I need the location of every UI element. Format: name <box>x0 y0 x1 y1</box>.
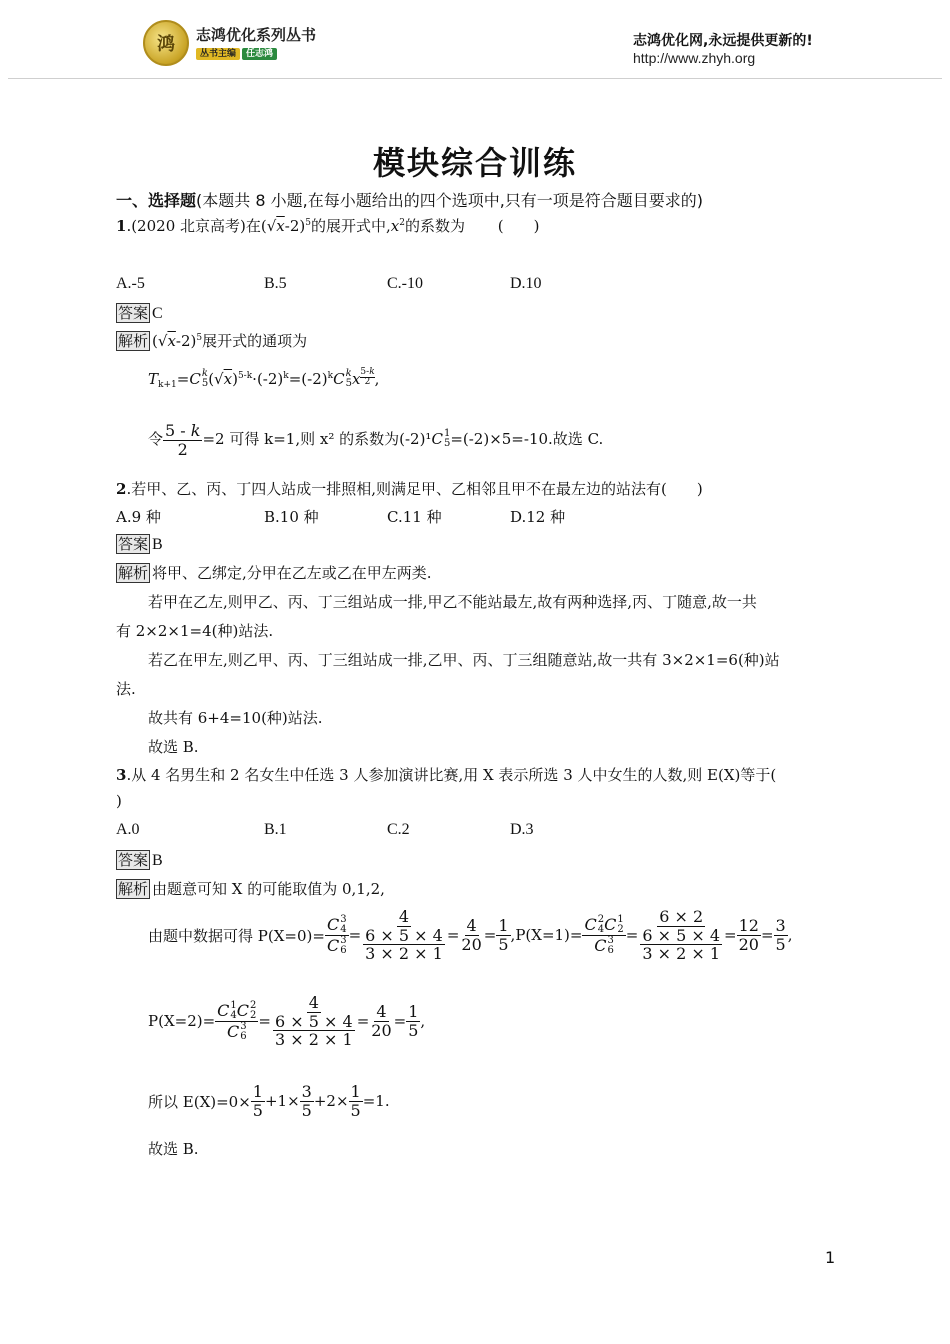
q1-general-term: $T_{k+1}=C$ k 5 $(√x)^{5-k}\cdot(-2)^k=(-2)^kC$ k 5 x $\frac{5-k}{2}$ , <box>148 367 380 390</box>
page-title: 模块综合训练 <box>372 144 577 182</box>
section-heading: 一、选择题(本题共 8 小题,在每小题给出的四个选项中,只有一项是符合题目要求的) <box>116 191 704 210</box>
editor-bar <box>196 48 277 60</box>
q3-p2-line: P(X=2)= C 1 4 C 2 2 C 3 6 = $\frac{4}{\frac{6 \times 5 \times 4}{3 \times 2 \times 1}}$ = $\frac{4}{20}$ = $\frac{1}{5}$ , <box>148 993 426 1050</box>
q2-option-a: A.9 种 <box>116 508 161 526</box>
q1-option-c: C.-10 <box>387 275 423 292</box>
series-name: 志鸿优化系列丛书 <box>196 26 317 44</box>
q2-option-b: B.10 种 <box>264 508 319 526</box>
question-3-stem-end: ) <box>116 792 122 810</box>
q1-solution-line: 令 $\frac{5 - k}{2}$ =2 可得 k=1,则 x² 的系数为(-2)¹C 1 5 =(-2)×5=-10.故选 C. <box>148 421 604 459</box>
q3-expectation-line: 所以 E(X)=0× $\frac{1}{5}$ +1× $\frac{3}{5}$ +2× $\frac{1}{5}$ =1. <box>148 1082 390 1120</box>
q2-analysis-line-3: 有 2×2×1=4(种)站法. <box>116 622 274 640</box>
page-number: 1 <box>825 1248 836 1267</box>
q3-option-a: A.0 <box>116 821 140 838</box>
q1-option-a: A.-5 <box>116 275 145 292</box>
question-3-stem: 3.从 4 名男生和 2 名女生中任选 3 人参加演讲比赛,用 X 表示所选 3 人中女生的人数,则 E(X)等于( <box>116 766 777 784</box>
q2-analysis-line-5: 法. <box>116 680 136 698</box>
editor-label: 丛书主编 <box>196 48 240 60</box>
answer-tag: 答案 <box>118 851 149 869</box>
q2-analysis-line-1: 解析 将甲、乙绑定,分甲在乙左或乙在甲左两类. <box>118 564 432 582</box>
logo-mark: 鸿 <box>157 34 175 55</box>
q1-option-b: B.5 <box>264 275 287 292</box>
site-url[interactable]: http://www.zhyh.org <box>633 50 756 66</box>
answer-tag: 答案 <box>118 304 149 322</box>
q3-final: 故选 B. <box>148 1140 199 1158</box>
q2-analysis-line-6: 故共有 6+4=10(种)站法. <box>148 709 323 727</box>
analysis-tag: 解析 <box>118 564 149 582</box>
q3-option-d: D.3 <box>510 821 534 838</box>
q1-answer: 答案 C <box>118 304 163 322</box>
publisher-logo <box>143 20 189 66</box>
q2-analysis-line-4: 若乙在甲左,则乙甲、丙、丁三组站成一排,乙甲、丙、丁三组随意站,故一共有 3×2×1=6(种)站 <box>148 651 780 669</box>
slogan: 志鸿优化网,永远提供更新的! <box>633 33 813 49</box>
analysis-tag: 解析 <box>118 880 149 898</box>
q2-answer: 答案 B <box>118 535 163 553</box>
q3-answer: 答案 B <box>118 851 163 869</box>
q3-p0-p1-line: 由题中数据可得 P(X=0)= C 3 4 C 3 6 = $\frac{4}{\frac{6 \times 5 \times 4}{3 \times 2 \times 1}}$ = $\frac{4}{20}$ = $\frac{1}{5}$ ,P(X=1)= C 2 4 C 1 2 C 3 6 = $\frac{6 \times 2}{\frac{6 \times 5 \times 4}{3 \times 2 \times 1}}$ = $\frac{12}{20}$ = $\frac{3}{5}$ , <box>148 907 793 964</box>
header-divider <box>8 78 942 79</box>
analysis-tag: 解析 <box>118 332 149 350</box>
answer-tag: 答案 <box>118 535 149 553</box>
question-2-stem: 2.若甲、乙、丙、丁四人站成一排照相,则满足甲、乙相邻且甲不在最左边的站法有( ) <box>116 480 703 498</box>
q2-option-c: C.11 种 <box>387 508 442 526</box>
q3-analysis-line-1: 解析 由题意可知 X 的可能取值为 0,1,2, <box>118 880 385 898</box>
q2-analysis-line-2: 若甲在乙左,则甲乙、丙、丁三组站成一排,甲乙不能站最左,故有两种选择,丙、丁随意,故一共 <box>148 593 757 611</box>
q3-option-b: B.1 <box>264 821 287 838</box>
q3-option-c: C.2 <box>387 821 410 838</box>
question-1-stem: 1.(2020 北京高考)在$(√x-2)^5$的展开式中$,x^2$的系数为 ( ) <box>116 217 540 235</box>
q2-analysis-line-7: 故选 B. <box>148 738 199 756</box>
editor-name: 任志鸿 <box>242 48 277 60</box>
q1-analysis: 解析 $(√x-2)^5$展开式的通项为 <box>118 332 308 350</box>
q2-option-d: D.12 种 <box>510 508 566 526</box>
q1-option-d: D.10 <box>510 275 542 292</box>
